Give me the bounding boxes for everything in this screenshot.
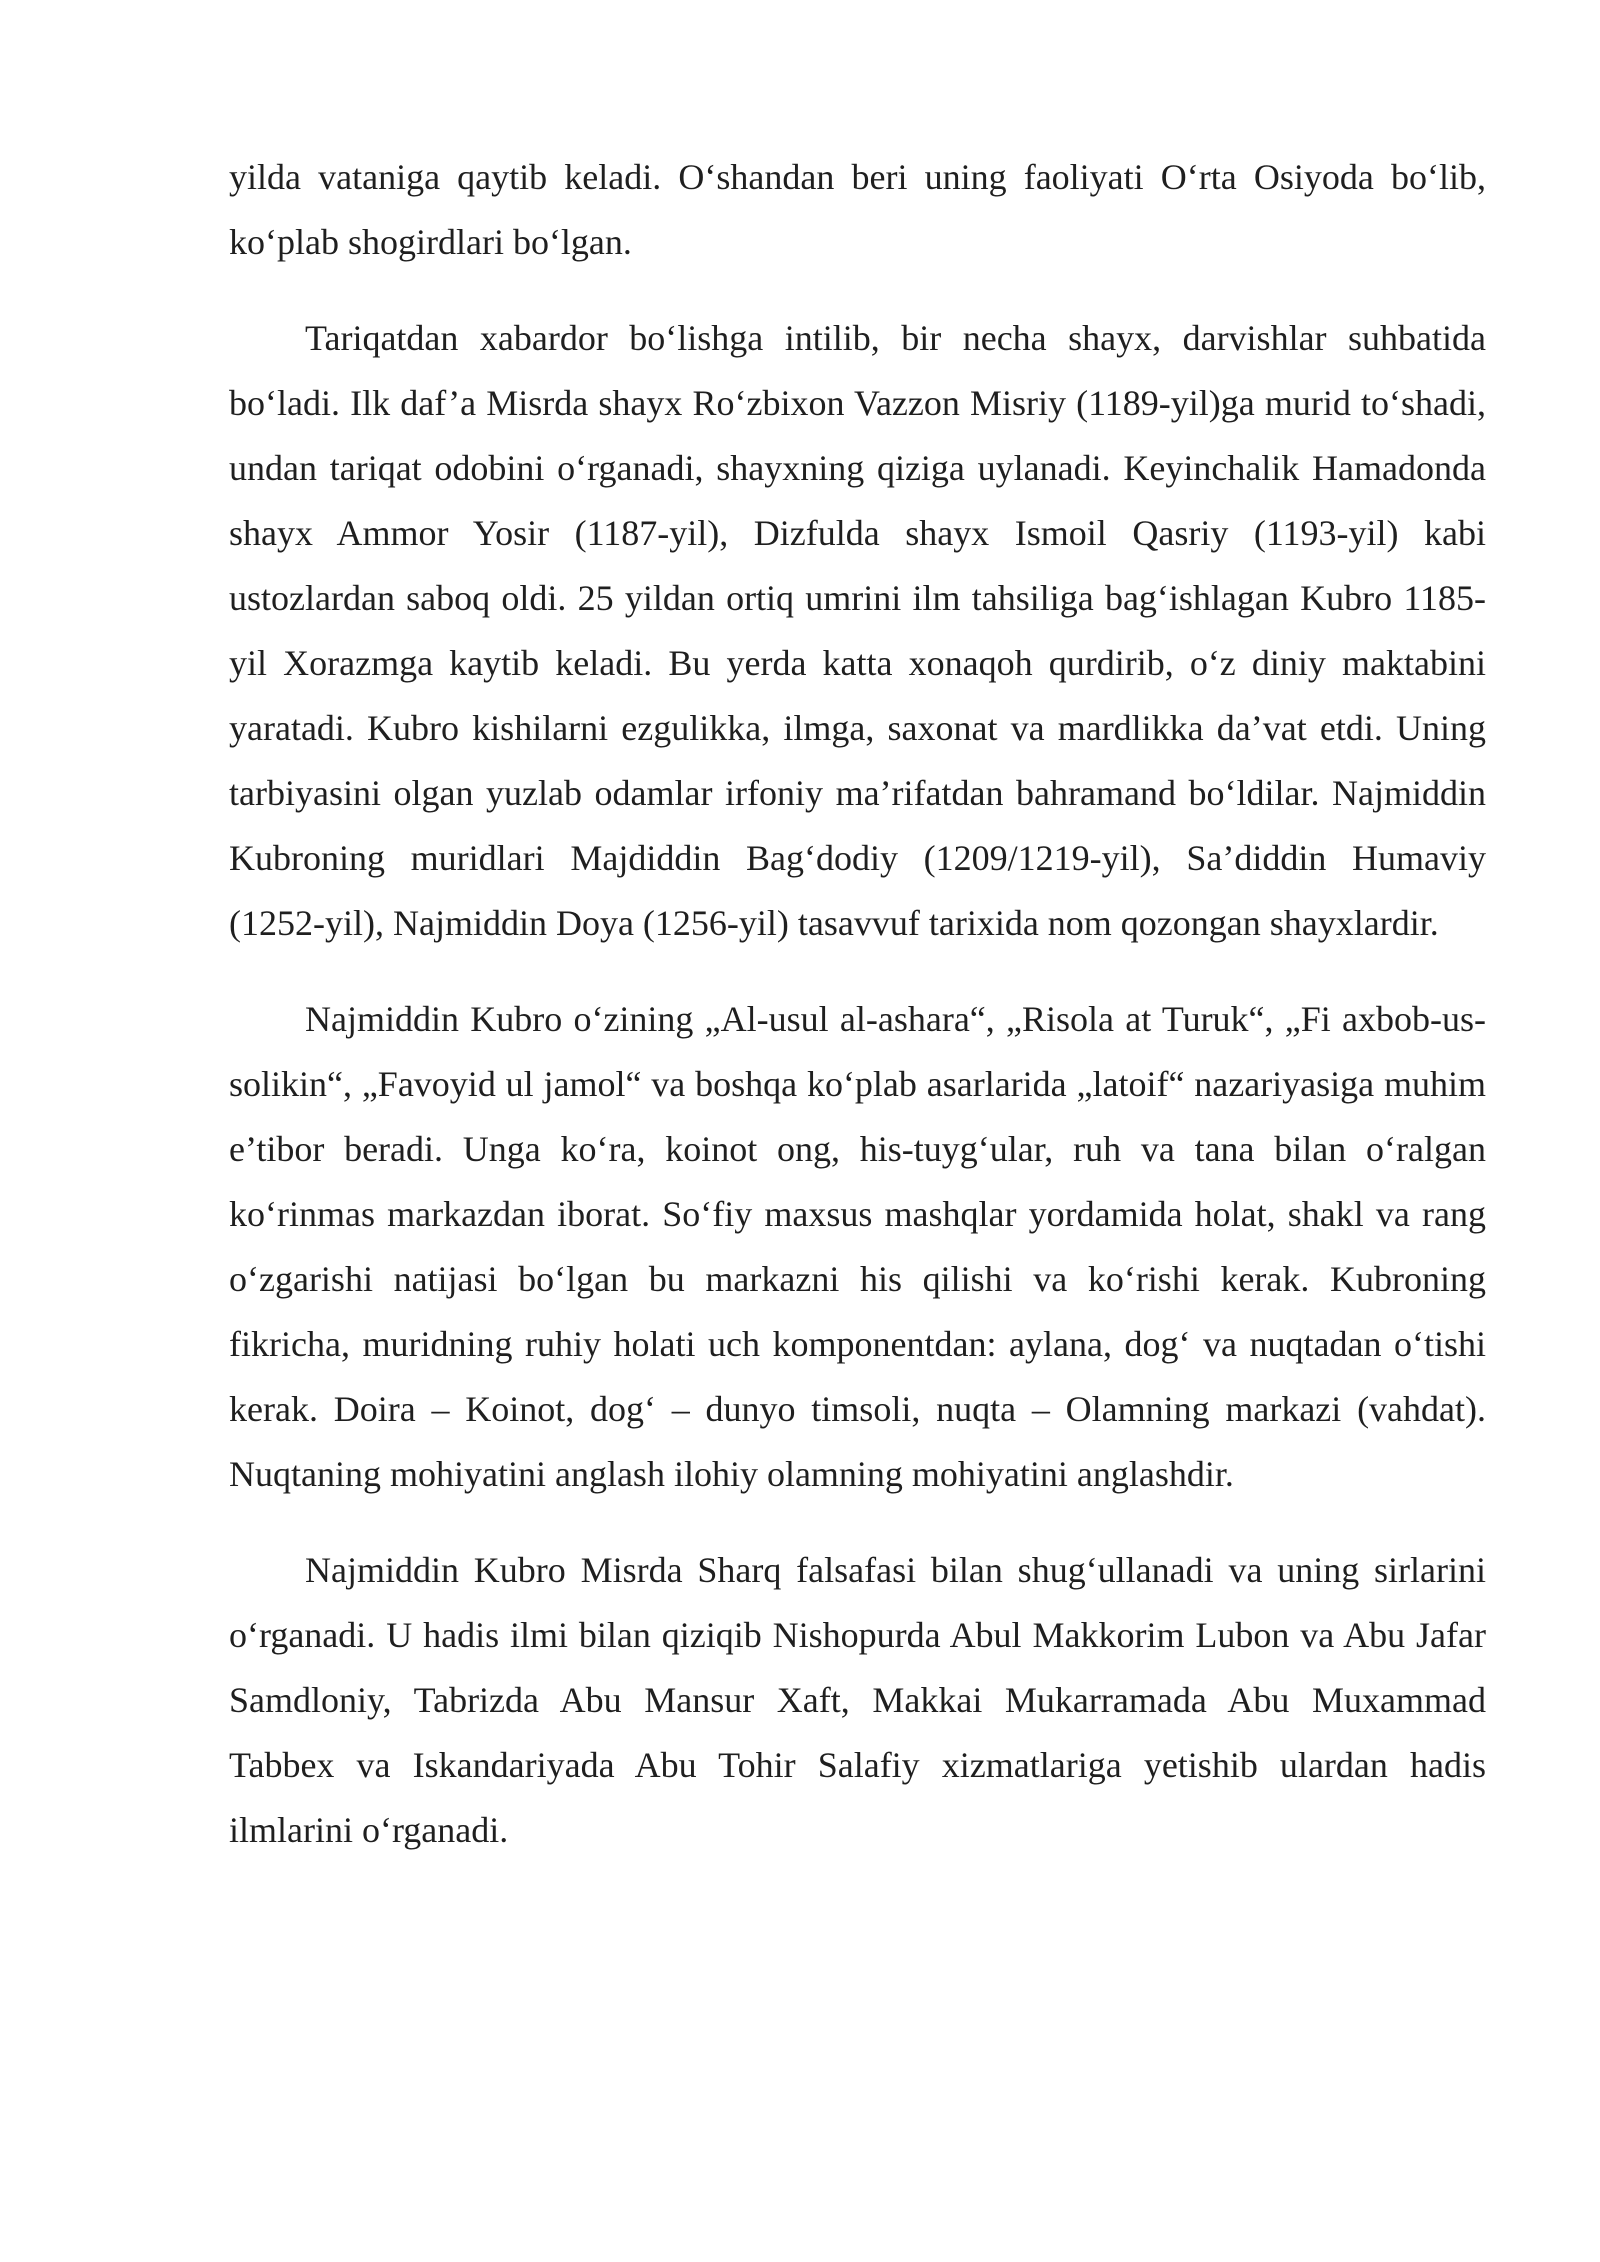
paragraph-3: Najmiddin Kubro o‘zining „Al-usul al-ashara“, „Risola at Turuk“, „Fi axbob-us-solikin“, „Favoyid ul jamol“ va boshqa ko‘plab asarlarida „latoif“ nazariyasiga muhim e’tibor beradi. Unga ko‘ra, koinot ong, his-tuyg‘ular, ruh va tana bilan o‘ralgan ko‘rinmas markazdan iborat. So‘fiy maxsus mashqlar yordamida holat, shakl va rang o‘zgarishi natijasi bo‘lgan bu markazni his qilishi va ko‘rishi kerak. Kubroning fikricha, muridning ruhiy holati uch komponentdan: aylana, dog‘ va nuqtadan o‘tishi kerak. Doira – Koinot, dog‘ – dunyo timsoli, nuqta – Olamning markazi (vahdat). Nuqtaning mohiyatini anglash ilohiy olamning mohiyatini anglashdir. — [229, 999, 1486, 1494]
paragraph-4: Najmiddin Kubro Misrda Sharq falsafasi bilan shug‘ullanadi va uning sirlarini o‘rganadi. U hadis ilmi bilan qiziqib Nishopurda Abul Makkorim Lubon va Abu Jafar Samdloniy, Tabrizda Abu Mansur Xaft, Makkai Mukarramada Abu Muxammad Tabbex va Iskandariyada Abu Tohir Salafiy xizmatlariga yetishib ulardan hadis ilmlarini o‘rganadi. — [229, 1550, 1486, 1850]
paragraph-1: yilda vataniga qaytib keladi. O‘shandan beri uning faoliyati O‘rta Osiyoda bo‘lib, ko‘plab shogirdlari bo‘lgan. — [229, 157, 1486, 262]
document-body — [229, 145, 1486, 1894]
paragraph-2: Tariqatdan xabardor bo‘lishga intilib, bir necha shayx, darvishlar suhbatida bo‘ladi. Ilk daf’a Misrda shayx Ro‘zbixon Vazzon Misriy (1189-yil)ga murid to‘shadi, undan tariqat odobini o‘rganadi, shayxning qiziga uylanadi. Keyinchalik Hamadonda shayx Ammor Yosir (1187-yil), Dizfulda shayx Ismoil Qasriy (1193-yil) kabi ustozlardan saboq oldi. 25 yildan ortiq umrini ilm tahsiliga bag‘ishlagan Kubro 1185-yil Xorazmga kaytib keladi. Bu yerda katta xonaqoh qurdirib, o‘z diniy maktabini yaratadi. Kubro kishilarni ezgulikka, ilmga, saxonat va mardlikka da’vat etdi. Uning tarbiyasini olgan yuzlab odamlar irfoniy ma’rifatdan bahramand bo‘ldilar. Najmiddin Kubroning muridlari Majdiddin Bag‘dodiy (1209/1219-yil), Sa’diddin Humaviy (1252-yil), Najmiddin Doya (1256-yil) tasavvuf tarixida nom qozongan shayxlardir. — [229, 318, 1486, 943]
